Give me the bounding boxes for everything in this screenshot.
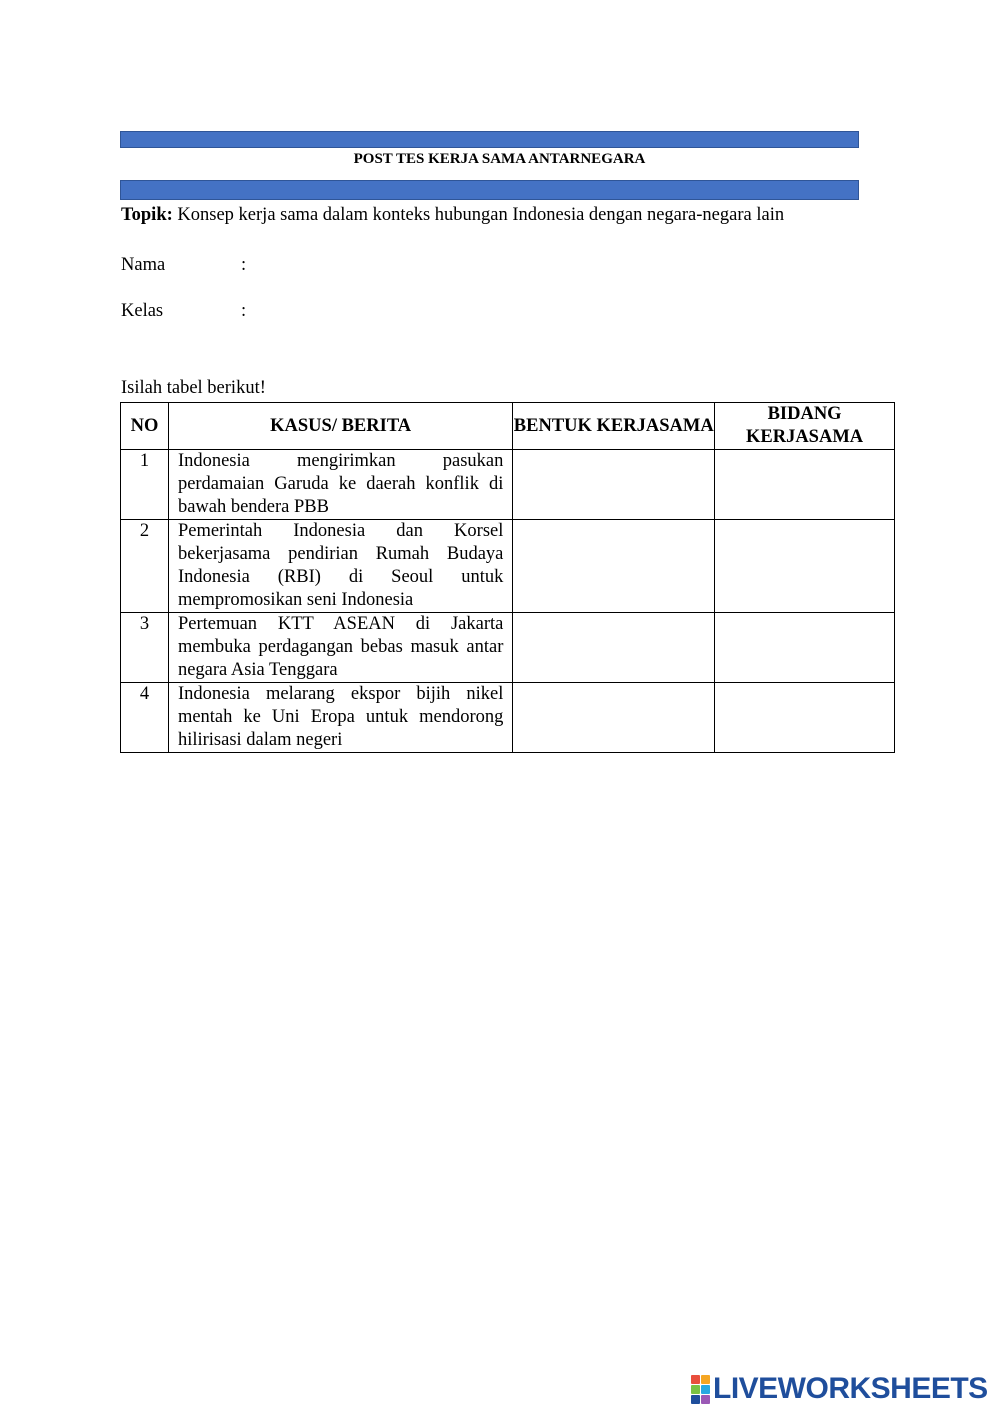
row-kasus: Pertemuan KTT ASEAN di Jakarta membuka perdagangan bebas masuk antar negara Asia Tenggara (168, 613, 512, 683)
topic-label: Topik: (121, 205, 173, 225)
row-kasus: Indonesia melarang ekspor bijih nikel mentah ke Uni Eropa untuk mendorong hilirisasi dalam negeri (168, 683, 512, 753)
table-row (121, 520, 895, 613)
instruction-text: Isilah tabel berikut! (121, 378, 266, 398)
kelas-field[interactable] (121, 299, 247, 323)
bentuk-answer-cell[interactable] (513, 613, 715, 683)
row-number: 4 (121, 683, 169, 753)
table-row (121, 450, 895, 520)
row-kasus: Pemerintah Indonesia dan Korsel bekerjasama pendirian Rumah Budaya Indonesia (RBI) di Seoul untuk mempromosikan seni Indonesia (168, 520, 512, 613)
header-bar-top (120, 131, 859, 148)
bidang-answer-cell[interactable] (715, 613, 895, 683)
kelas-label: Kelas (121, 301, 164, 321)
nama-label: Nama (121, 255, 166, 275)
header-kasus: KASUS/ BERITA (168, 403, 512, 450)
kelas-colon: : (241, 301, 247, 321)
page-title: POST TES KERJA SAMA ANTARNEGARA (353, 151, 646, 167)
table-row (121, 613, 895, 683)
table-header-row (121, 403, 895, 450)
topic-text: Konsep kerja sama dalam konteks hubungan Indonesia dengan negara-negara lain (172, 205, 785, 225)
row-number: 1 (121, 450, 169, 520)
nama-field[interactable] (121, 253, 247, 277)
liveworksheets-logo (691, 1372, 988, 1406)
bidang-answer-cell[interactable] (715, 683, 895, 753)
row-number: 2 (121, 520, 169, 613)
topic-line (121, 203, 784, 227)
bidang-answer-cell[interactable] (715, 450, 895, 520)
liveworksheets-logo-icon (691, 1375, 709, 1403)
bentuk-answer-cell[interactable] (513, 683, 715, 753)
header-bidang: BIDANG KERJASAMA (715, 403, 895, 450)
header-bar-bottom (120, 180, 859, 200)
bentuk-answer-cell[interactable] (513, 450, 715, 520)
header-no: NO (121, 403, 169, 450)
table-row (121, 683, 895, 753)
row-number: 3 (121, 613, 169, 683)
liveworksheets-logo-text: LIVEWORKSHEETS (713, 1372, 988, 1405)
row-kasus: Indonesia mengirimkan pasukan perdamaian Garuda ke daerah konflik di bawah bendera PBB (168, 450, 512, 520)
bentuk-answer-cell[interactable] (513, 520, 715, 613)
bidang-answer-cell[interactable] (715, 520, 895, 613)
answer-table (120, 402, 895, 753)
header-bentuk: BENTUK KERJASAMA (513, 403, 715, 450)
nama-colon: : (241, 255, 247, 275)
